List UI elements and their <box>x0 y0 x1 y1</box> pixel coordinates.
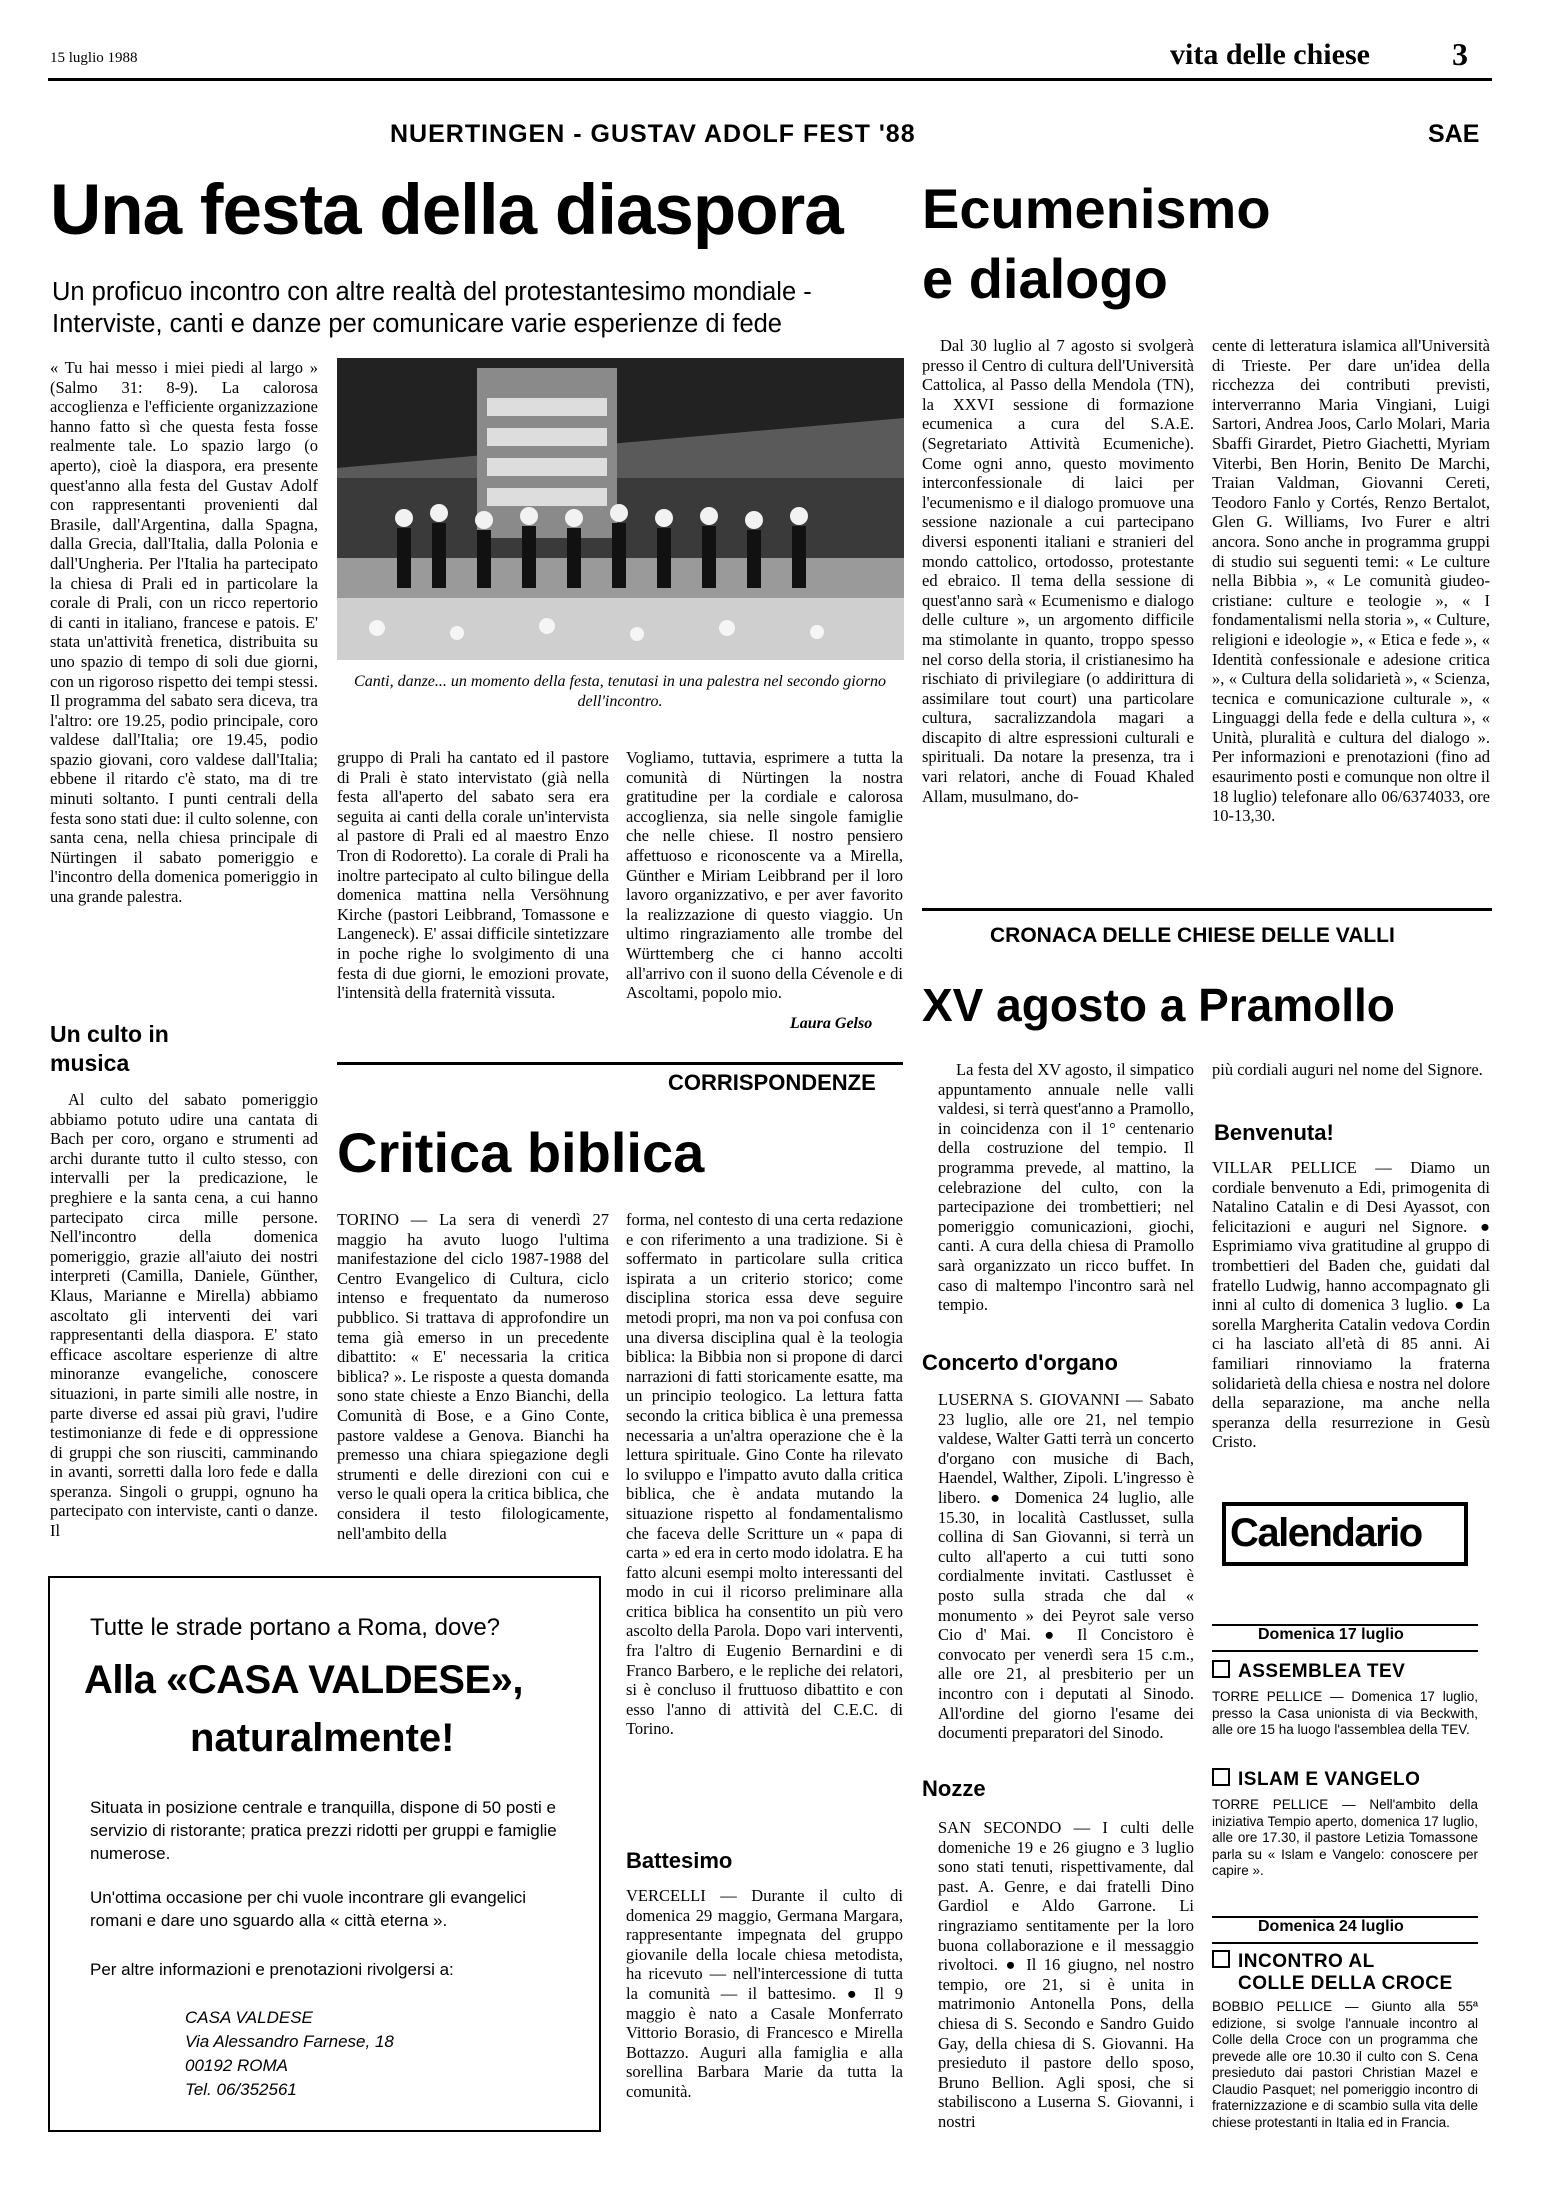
main-article-col1: « Tu hai messo i miei piedi al largo » (Salmo 31: 8-9). La calorosa accoglienza e l'efficiente organizzazione hanno fatto sì che questa festa fosse realmente tale. Lo spazio largo (o aperto), cioè la diaspora, era presente quest'anno alla festa del Gustav Adolf con rappresentanti provenienti dal Brasile, dall'Argentina, dalla Spagna, dalla Grecia, dall'Italia, dalla Polonia e dall'Ungheria. Per l'Italia ha partecipato la chiesa di Prali ed in particolare la corale di Prali, con un ricco repertorio di canti in italiano, francese e patois. E' stata un'attività frenetica, distribuita su uno spazio di tempo di soli due giorni, con un rigoroso rispetto dei tempi stessi. Il programma del sabato sera diceva, tra l'altro: ore 19.25, podio principale, coro valdese dall'Italia; ore 19.45, podio spazio giovani, coro valdese dall'Italia; ebbene il ritardo c'è stato, ma di tre minuti soltanto. I punti centrali della festa sono stati due: il culto solenne, con santa cena, nella chiesa principale di Nürtingen il sabato pomeriggio e l'incontro della domenica pomeriggio in una grande palestra. <box>50 358 318 907</box>
checkbox-icon <box>1212 1660 1230 1678</box>
calendario-item-assemblea <box>1212 1660 1478 1739</box>
casa-valdese-ad <box>48 1576 601 2132</box>
ad-address-phone: Tel. 06/352561 <box>185 2080 297 2099</box>
calendario-rule-2 <box>1212 1650 1478 1652</box>
ad-address-street: Via Alessandro Farnese, 18 <box>185 2032 394 2051</box>
ad-paragraph-2: Un'ottima occasione per chi vuole incontrare gli evangelici romani e dare uno sguardo alla « città eterna ». <box>90 1888 527 1930</box>
cronaca-col2-top: più cordiali auguri nel nome del Signore. <box>1212 1060 1483 1079</box>
festival-photo-drawing <box>337 358 904 660</box>
cronaca-col1: La festa del XV agosto, il simpatico appuntamento annuale nelle valli valdesi, si terrà quest'anno a Pramollo, in coincidenza con il 1° centenario della costruzione del tempio. Il programma prevede, al mattino, la celebrazione del culto, con la partecipazione dei trombettieri; nel pomeriggio comunicazioni, giochi, canti. A cura della chiesa di Pramollo sarà organizzato un ricco buffet. In caso di maltempo l'incontro sarà nel tempio. <box>938 1060 1194 1315</box>
sae-headline-2: e dialogo <box>922 247 1168 310</box>
nozze-title: Nozze <box>922 1776 986 1801</box>
ad-paragraph-1: Situata in posizione centrale e tranquilla, dispone di 50 posti e servizio di ristorante; pratica prezzi ridotti per gruppi e famiglie numerose. <box>90 1798 557 1863</box>
colle-text: BOBBIO PELLICE — Giunto alla 55ª edizione, si svolge l'annuale incontro al Colle della Croce con un programma che prevede alle ore 10.30 il culto con S. Cena presieduto dai pastori Christian Mazel e Claudio Pasquet; nel pomeriggio incontro di fraternizzazione e di scambio sulla vita delle chiese protestanti in Italia ed in Francia. <box>1212 1999 1478 2130</box>
ad-address-name: CASA VALDESE <box>185 2008 313 2027</box>
checkbox-icon <box>1212 1950 1230 1968</box>
issue-date: 15 luglio 1988 <box>50 50 138 66</box>
critica-rule <box>337 1062 903 1065</box>
calendario-day-1: Domenica 17 luglio <box>1258 1626 1404 1643</box>
benvenuta-text: VILLAR PELLICE — Diamo un cordiale benvenuto a Edi, primogenita di Natalino Catalin e di Desi Ayassot, con felicitazioni e auguri nel Signore. ● Esprimiamo viva gratitudine al gruppo di trombettieri del Baden che, guidati dal fratello Ludwig, hanno accompagnato gli inni al culto di domenica 3 luglio. ● La sorella Margherita Catalin vedova Cordin ci ha lasciato all'età di 85 anni. Ai familiari rinnoviamo la fraterna solidarietà della chiesa e nostra nel dolore della separazione, ma anche nella speranza della resurrezione in Gesù Cristo. <box>1212 1158 1490 1452</box>
benvenuta-title: Benvenuta! <box>1214 1120 1334 1145</box>
calendario-title-box <box>1222 1502 1468 1566</box>
critica-col1: TORINO — La sera di venerdì 27 maggio ha avuto luogo l'ultima manifestazione del ciclo 1987-1988 del Centro Evangelico di Cultura, ciclo intenso e frequentato da numeroso pubblico. Si trattava di approfondire un tema già emerso in un precedente dibattito: « E' necessaria la critica biblica? ». Le risposte a questa domanda sono state chieste a Enzo Bianchi, della Comunità di Bose, e a Gino Conte, pastore valdese a Genova. Bianchi ha premesso una chiara spiegazione degli strumenti e delle direzioni con cui e verso le quali opera la critica biblica, che considera il testo filologicamente, nell'ambito della <box>337 1210 609 1543</box>
page-number: 3 <box>1452 36 1468 72</box>
masthead-rule <box>48 78 1492 81</box>
nozze-text: SAN SECONDO — I culti delle domeniche 19 e 26 giugno e 3 luglio sono stati tenuti, rispettivamente, dal past. A. Genre, e dai fratelli Dino Gardiol e Aldo Garrone. Li ringraziamo sentitamente per la loro buona collaborazione e il messaggio rivoltoci. ● Il 16 giugno, nel nostro tempio, ore 21, si è unita in matrimonio Antonella Pons, della chiesa di S. Secondo e Sandro Guido Gay, della chiesa di S. Giovanni. Ha presieduto il pastore dello sposo, Bruno Bellion. Agli sposi, che si stabiliscono a Luserna S. Giovanni, i nostri <box>938 1818 1194 2131</box>
ad-address-city: 00192 ROMA <box>185 2056 288 2075</box>
main-byline: Laura Gelso <box>790 1015 873 1032</box>
calendario-rule-4 <box>1212 1942 1478 1944</box>
cronaca-headline: XV agosto a Pramollo <box>922 979 1395 1031</box>
concerto-text: LUSERNA S. GIOVANNI — Sabato 23 luglio, alle ore 21, nel tempio valdese, Walter Gatti terrà un concerto d'organo con musiche di Bach, Haendel, Walther, Zipoli. L'ingresso è libero. ● Domenica 24 luglio, alle 15.30, in località Castlusset, sulla collina di San Giovanni, si terrà un culto all'aperto a cui tutti sono cordialmente invitati. Castlusset è posto sulla strada che dal « monumento » dei Peyrot sale verso Cio d' Mai. ● Il Concistoro è convocato per venerdì sera 15 c.m., alle ore 21, al presbiterio per un incontro con i deputati al Sinodo. All'ordine del giorno l'esame dei documenti preparatori del Sinodo. <box>938 1390 1194 1743</box>
islam-title: ISLAM E VANGELO <box>1212 1768 1478 1791</box>
main-subhead: Un culto in musica <box>50 1021 169 1076</box>
calendario-day-2: Domenica 24 luglio <box>1258 1918 1404 1935</box>
ad-title-2: naturalmente! <box>190 1716 455 1760</box>
concerto-title: Concerto d'organo <box>922 1350 1118 1375</box>
calendario-title: Calendario <box>1230 1511 1422 1555</box>
newspaper-name: vita delle chiese <box>1170 38 1370 71</box>
checkbox-icon <box>1212 1768 1230 1786</box>
battesimo-text: VERCELLI — Durante il culto di domenica 29 maggio, Germana Margara, rappresentante impegnata del gruppo giovanile della locale chiesa metodista, ha ricevuto — nell'intercessione di tutta la comunità — il battesimo. ● Il 9 maggio è nato a Casale Monferrato Vittorio Borasio, di Francesco e Mirella Bottazzo. Auguri alla famiglia e alla sorellina Barbara Marie da tutta la comunità. <box>626 1886 903 2101</box>
calendario-item-colle <box>1212 1950 1478 2131</box>
main-article-col1b: Al culto del sabato pomeriggio abbiamo potuto udire una cantata di Bach per coro, organo e strumenti ad archi durante tutto il culto stesso, con intervalli per la predicazione, le preghiere e la santa cena, a cui hanno partecipato circa mille persone. Nell'incontro della domenica pomeriggio, grazie all'aiuto dei nostri interpreti (Camilla, Daniele, Günther, Klaus, Marianne e Mirella) abbiamo ascoltato gli interventi dei vari rappresentanti della diaspora. E' stato efficace ascoltare esperienze di altre minoranze evangeliche, conoscere situazioni, in parte simili alle nostre, in parte diverse ed assai più gravi, l'udire testimonianze di fede e di oppressione di gruppi che son riusciti, camminando in avanti, sorretti dalla loro fede e dalla speranza. Singoli o gruppi, ognuno ha partecipato con interviste, canti o danze. Il <box>50 1090 318 1541</box>
section-label-sae: SAE <box>1428 120 1480 148</box>
calendario-item-islam <box>1212 1768 1478 1880</box>
colle-title-2: COLLE DELLA CROCE <box>1238 1973 1453 1994</box>
main-article-col2: gruppo di Prali ha cantato ed il pastore di Prali è stato intervistato (già nella festa all'aperto del sabato sera era seguita ai canti della corale un'intervista al pastore di Prali ed al maestro Enzo Tron di Rodoretto). La corale di Prali ha inoltre partecipato al culto bilingue della domenica mattina nella Versöhnung Kirche (pastori Leibbrand, Tomassone e Langeneck). E' assai difficile sintetizzare in poche righe lo svolgimento di una festa di due giorni, le emozioni provate, l'intensità della fraternità vissuta. <box>337 748 609 1003</box>
ad-tagline: Tutte le strade portano a Roma, dove? <box>90 1614 501 1641</box>
festival-photo <box>337 358 904 660</box>
ad-title-1: Alla «CASA VALDESE», <box>84 1658 524 1702</box>
critica-col2: forma, nel contesto di una certa redazione e con riferimento a una tradizione. Si è soffermato in particolare sulla critica ispirata a un criterio storico; come disciplina storica essa deve seguire metodi propri, ma non va poi confusa con una diversa disciplina qual è la teologia biblica: la Bibbia non si propone di darci narrazioni di fatti storicamente esatte, ma un principio teologico. La lettura fatta secondo la critica biblica è una premessa necessaria a un'altra operazione che è la lettura spirituale. Gino Conte ha rilevato lo sviluppo e l'impatto avuto dalla critica biblica, che è andata mutando la situazione rispetto al fondamentalismo che faceva delle Scritture un « papa di carta » ed era in certo modo idolatra. E ha fatto alcuni esempi molto interessanti del modo in cui il ricorso preliminare alla critica biblica ha consentito un più vero ascolto della Parola. Dopo vari interventi, fra l'altro di Eugenio Bernardini e di Franco Barbero, e le repliche dei relatori, si è concluso il fruttuoso dibattito e con esso l'anno di attività del C.E.C. di Torino. <box>626 1210 903 1739</box>
sae-headline-1: Ecumenismo <box>922 177 1271 240</box>
main-deck: Un proficuo incontro con altre realtà del protestantesimo mondiale - Interviste, canti e danze per comunicare varie esperienze di fede <box>52 278 812 338</box>
ad-paragraph-3: Per altre informazioni e prenotazioni rivolgersi a: <box>90 1960 454 1979</box>
cronaca-section-label: CRONACA DELLE CHIESE DELLE VALLI <box>990 924 1395 947</box>
cronaca-rule <box>922 908 1492 911</box>
battesimo-title: Battesimo <box>626 1848 733 1873</box>
assemblea-title: ASSEMBLEA TEV <box>1212 1660 1478 1683</box>
islam-text: TORRE PELLICE — Nell'ambito della iniziativa Tempio aperto, domenica 17 luglio, alle ore 17.30, il pastore Letizia Tomassone parla su « Islam e Vangelo: conoscere per capire ». <box>1212 1797 1478 1878</box>
critica-section-label: CORRISPONDENZE <box>668 1070 876 1095</box>
main-headline: Una festa della diaspora <box>50 171 843 250</box>
main-article-col3: Vogliamo, tuttavia, esprimere a tutta la comunità di Nürtingen la nostra gratitudine per la cordiale e calorosa accoglienza, sia nelle singole famiglie che nelle chiese. Il nostro pensiero affettuoso e riconoscente va a Mirella, Günther e Miriam Leibbrand per il loro lavoro organizzativo, e per aver favorito la realizzazione di questo viaggio. Un ultimo ringraziamento alle trombe del Württemberg che ci hanno accolti all'arrivo con il suono della Cévenole e di Ascoltami, popolo mio. <box>626 748 903 1003</box>
assemblea-text: TORRE PELLICE — Domenica 17 luglio, presso la Casa unionista di via Beckwith, alle ore 15 ha luogo l'assemblea della TEV. <box>1212 1689 1478 1737</box>
sae-col2: cente di letteratura islamica all'Università di Trieste. Per dare un'idea della ricchezza dei contributi previsti, interverranno Maria Vingiani, Luigi Sartori, Andrea Joos, Carlo Molari, Maria Sbaffi Girardet, Pietro Giachetti, Myriam Viterbi, Ben Horin, Benito De Marchi, Traian Valdman, Giovanni Cereti, Teodoro Fanlo y Cortés, Renzo Bertalot, Glen G. Williams, Ivo Furer e altri ancora. Sono anche in programma gruppi di studio sui seguenti temi: « Le culture nella Bibbia », « Le comunità giudeo-cristiane: culture e teologie », « I fondamentalismi nella storia », « Culture, religioni e ideologie », « Etica e fede », « Identità confessionale e adesione critica », « Cultura della solidarietà », « Scienza, tecnica e comunicazione culturale », « Linguaggi della fede e della cultura », « Unità, pluralità e cultura del dialogo ». Per informazioni e prenotazioni (fino ad esaurimento posti e comunque non oltre il 18 luglio) telefonare allo 06/6374033, ore 10-13,30. <box>1212 336 1490 826</box>
section-label-nuertingen: NUERTINGEN - GUSTAV ADOLF FEST '88 <box>390 120 916 148</box>
photo-caption: Canti, danze... un momento della festa, tenutasi in una palestra nel secondo giorno dell'incontro. <box>354 673 886 710</box>
colle-title-1: INCONTRO AL <box>1212 1950 1478 1973</box>
sae-col1: Dal 30 luglio al 7 agosto si svolgerà presso il Centro di cultura dell'Università Cattolica, al Passo della Mendola (TN), la XXVI sessione di formazione ecumenica a cura del S.A.E. (Segretariato Attività Ecumeniche). Come ogni anno, questo movimento interconfessionale di laici per l'ecumenismo e il dialogo promuove una sessione nazionale a cui partecipano diversi esponenti italiani e stranieri del mondo cattolico, ortodosso, protestante ed ebraico. Il tema della sessione di quest'anno sarà « Ecumenismo e dialogo delle culture », un argomento difficile ma stimolante in quanto, troppo spesso nel corso della storia, il cristianesimo ha rischiato di privilegiare (o addirittura di assimilare tout court) una particolare cultura, sacralizzandola magari a discapito di altre espressioni culturali e spirituali. Da notare la presenza, tra i vari relatori, anche di Fouad Khaled Allam, musulmano, do- <box>922 336 1194 806</box>
critica-headline: Critica biblica <box>337 1121 705 1184</box>
